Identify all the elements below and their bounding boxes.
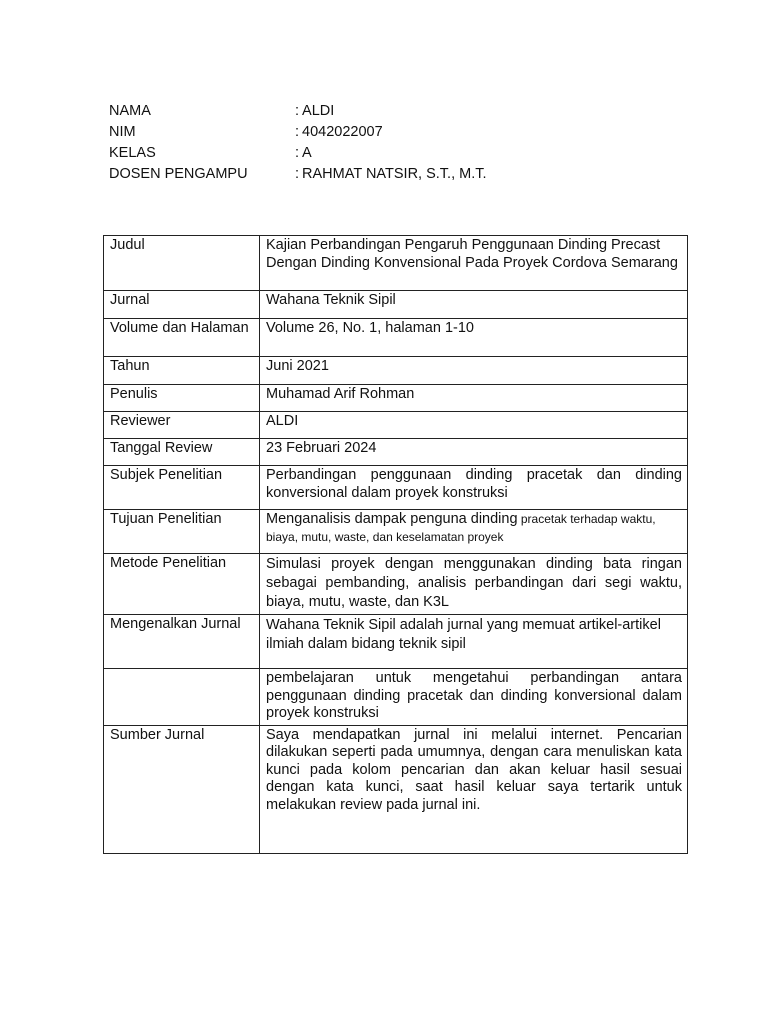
row-value: 23 Februari 2024: [260, 439, 688, 466]
identity-separator: :: [295, 166, 300, 182]
identity-label: NIM: [109, 124, 136, 140]
identity-value: ALDI: [302, 103, 335, 119]
row-label: Tujuan Penelitian: [104, 510, 260, 554]
row-value: Perbandingan penggunaan dinding pracetak dan dinding konversional dalam proyek konstruksi: [260, 466, 688, 510]
identity-separator: :: [295, 124, 300, 140]
identity-row-nim: [109, 122, 487, 143]
table-row-tahun: [104, 357, 688, 385]
row-value: Wahana Teknik Sipil adalah jurnal yang memuat artikel-artikel ilmiah dalam bidang teknik sipil: [260, 615, 688, 669]
row-value-small: pracetak terhadap waktu, biaya, mutu, waste, dan keselamatan proyek: [266, 512, 656, 544]
row-label: Judul: [104, 236, 260, 291]
identity-label: DOSEN PENGAMPU: [109, 166, 248, 182]
row-value: Juni 2021: [260, 357, 688, 385]
table-row-judul: [104, 236, 688, 291]
table-row-sumber: [104, 725, 688, 853]
row-label: Penulis: [104, 385, 260, 412]
row-value: Muhamad Arif Rohman: [260, 385, 688, 412]
identity-separator: :: [295, 145, 300, 161]
row-value: Simulasi proyek dengan menggunakan dinding bata ringan sebagai pembanding, analisis perbandingan dari segi waktu, biaya, mutu, waste, dan K3L: [260, 554, 688, 615]
identity-separator: :: [295, 103, 300, 119]
table-row-lanjutan: [104, 669, 688, 726]
table-row-tanggal: [104, 439, 688, 466]
identity-value: 4042022007: [302, 124, 383, 140]
table-row-metode: [104, 554, 688, 615]
identity-value: A: [302, 145, 312, 161]
row-value: pembelajaran untuk mengetahui perbandingan antara penggunaan dinding pracetak dan dinding konversional dalam proyek konstruksi: [260, 669, 688, 726]
row-label: Tahun: [104, 357, 260, 385]
table-row-subjek: [104, 466, 688, 510]
journal-review-table: [103, 235, 688, 854]
identity-value: RAHMAT NATSIR, S.T., M.T.: [302, 166, 487, 182]
table-row-mengenalkan: [104, 615, 688, 669]
table-row-jurnal: [104, 291, 688, 319]
row-value: Wahana Teknik Sipil: [260, 291, 688, 319]
row-value: Kajian Perbandingan Pengaruh Penggunaan Dinding Precast Dengan Dinding Konvensional Pada Proyek Cordova Semarang: [260, 236, 688, 291]
identity-row-dosen: [109, 164, 487, 185]
identity-block: [109, 101, 487, 185]
row-label: Jurnal: [104, 291, 260, 319]
identity-row-kelas: [109, 143, 487, 164]
row-value: [260, 510, 688, 554]
row-value: Volume 26, No. 1, halaman 1-10: [260, 319, 688, 357]
row-label: Sumber Jurnal: [104, 725, 260, 853]
identity-label: KELAS: [109, 145, 156, 161]
table-row-reviewer: [104, 412, 688, 439]
table-row-volume: [104, 319, 688, 357]
row-value: ALDI: [260, 412, 688, 439]
row-label: Mengenalkan Jurnal: [104, 615, 260, 669]
table-row-tujuan: [104, 510, 688, 554]
row-label: [104, 669, 260, 726]
row-label: Subjek Penelitian: [104, 466, 260, 510]
row-label: Tanggal Review: [104, 439, 260, 466]
row-label: Metode Penelitian: [104, 554, 260, 615]
table-row-penulis: [104, 385, 688, 412]
identity-row-nama: [109, 101, 487, 122]
identity-label: NAMA: [109, 103, 151, 119]
row-label: Volume dan Halaman: [104, 319, 260, 357]
row-value: Saya mendapatkan jurnal ini melalui internet. Pencarian dilakukan seperti pada umumnya, dengan cara menuliskan kata kunci pada kolom pencarian dan akan keluar hasil sesuai dengan kata kunci, saat hasil keluar saya tertarik untuk melakukan review pada jurnal ini.: [260, 725, 688, 853]
row-label: Reviewer: [104, 412, 260, 439]
row-value-large: Menganalisis dampak penguna dinding: [266, 511, 518, 527]
